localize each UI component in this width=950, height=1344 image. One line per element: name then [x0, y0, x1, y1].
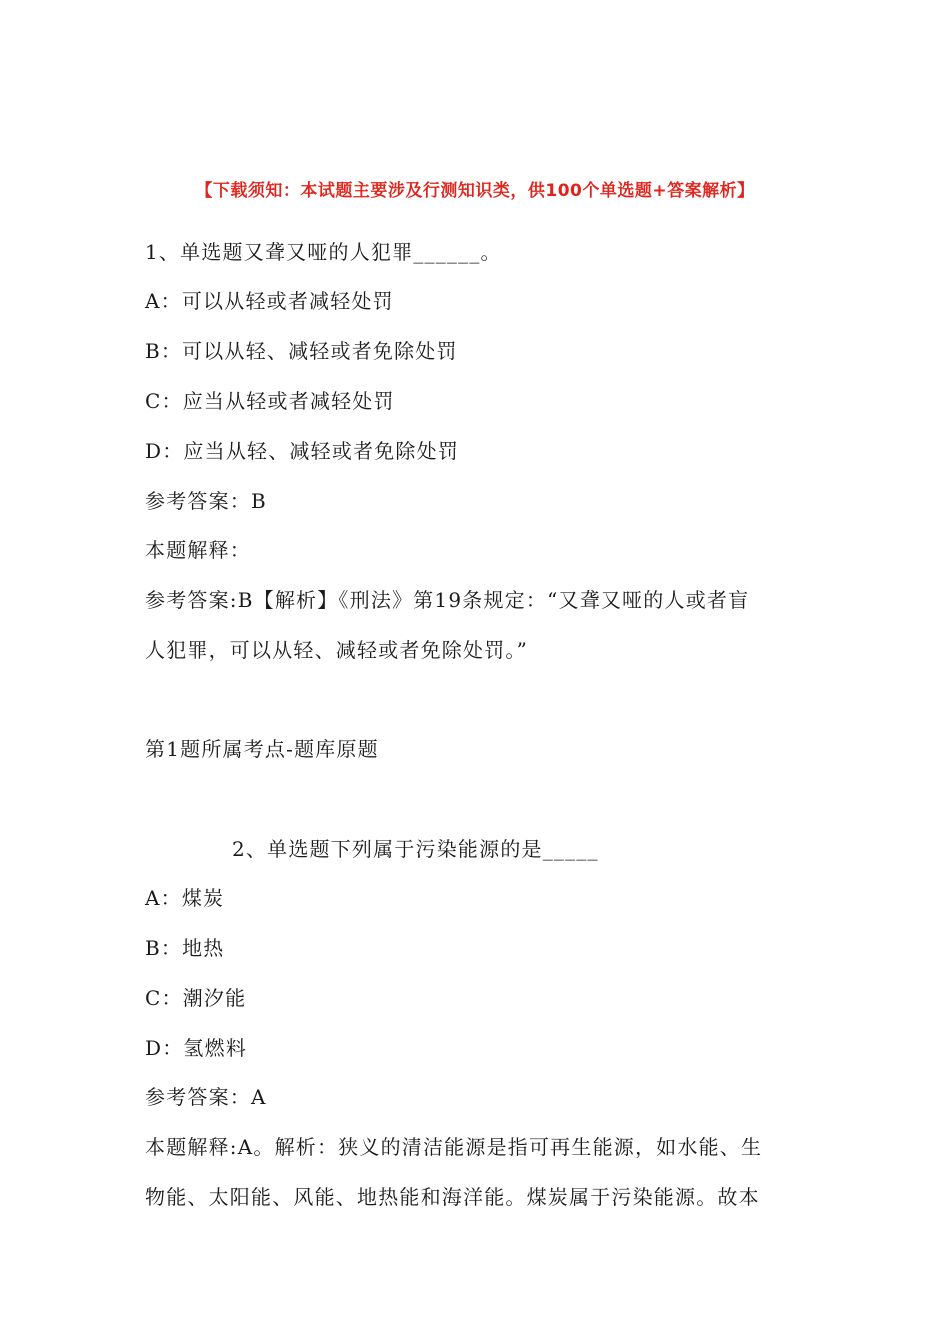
question-2-explanation-line-2: 物能、太阳能、风能、地热能和海洋能。煤炭属于污染能源。故本 — [145, 1185, 760, 1209]
question-1-option-c: C：应当从轻或者减轻处罚 — [145, 389, 395, 413]
question-2-option-b: B：地热 — [145, 936, 225, 960]
question-1-source: 第1题所属考点-题库原题 — [145, 737, 379, 761]
question-1-explanation-line-2: 人犯罪，可以从轻、减轻或者免除处罚。” — [145, 638, 529, 662]
question-1-explanation-label: 本题解释： — [145, 538, 251, 562]
question-1-answer: 参考答案：B — [145, 489, 267, 513]
question-1-stem: 1、单选题又聋又哑的人犯罪______。 — [145, 240, 502, 264]
question-1-option-b: B：可以从轻、减轻或者免除处罚 — [145, 339, 458, 363]
question-2-option-a: A：煤炭 — [145, 886, 225, 910]
question-2-stem: 2、单选题下列属于污染能源的是_____ — [232, 837, 599, 861]
download-notice: 【下载须知：本试题主要涉及行测知识类，供100个单选题+答案解析】 — [195, 181, 755, 201]
question-1-option-d: D：应当从轻、减轻或者免除处罚 — [145, 439, 460, 463]
question-2-option-c: C：潮汐能 — [145, 986, 247, 1010]
question-2-answer: 参考答案：A — [145, 1085, 267, 1109]
question-2-option-d: D：氢燃料 — [145, 1036, 248, 1060]
question-2-explanation-line-1: 本题解释:A。解析：狭义的清洁能源是指可再生能源，如水能、生 — [145, 1135, 763, 1159]
question-1-option-a: A：可以从轻或者减轻处罚 — [145, 289, 394, 313]
question-1-explanation-line-1: 参考答案:B【解析】《刑法》第19条规定：“又聋又哑的人或者盲 — [145, 588, 750, 612]
